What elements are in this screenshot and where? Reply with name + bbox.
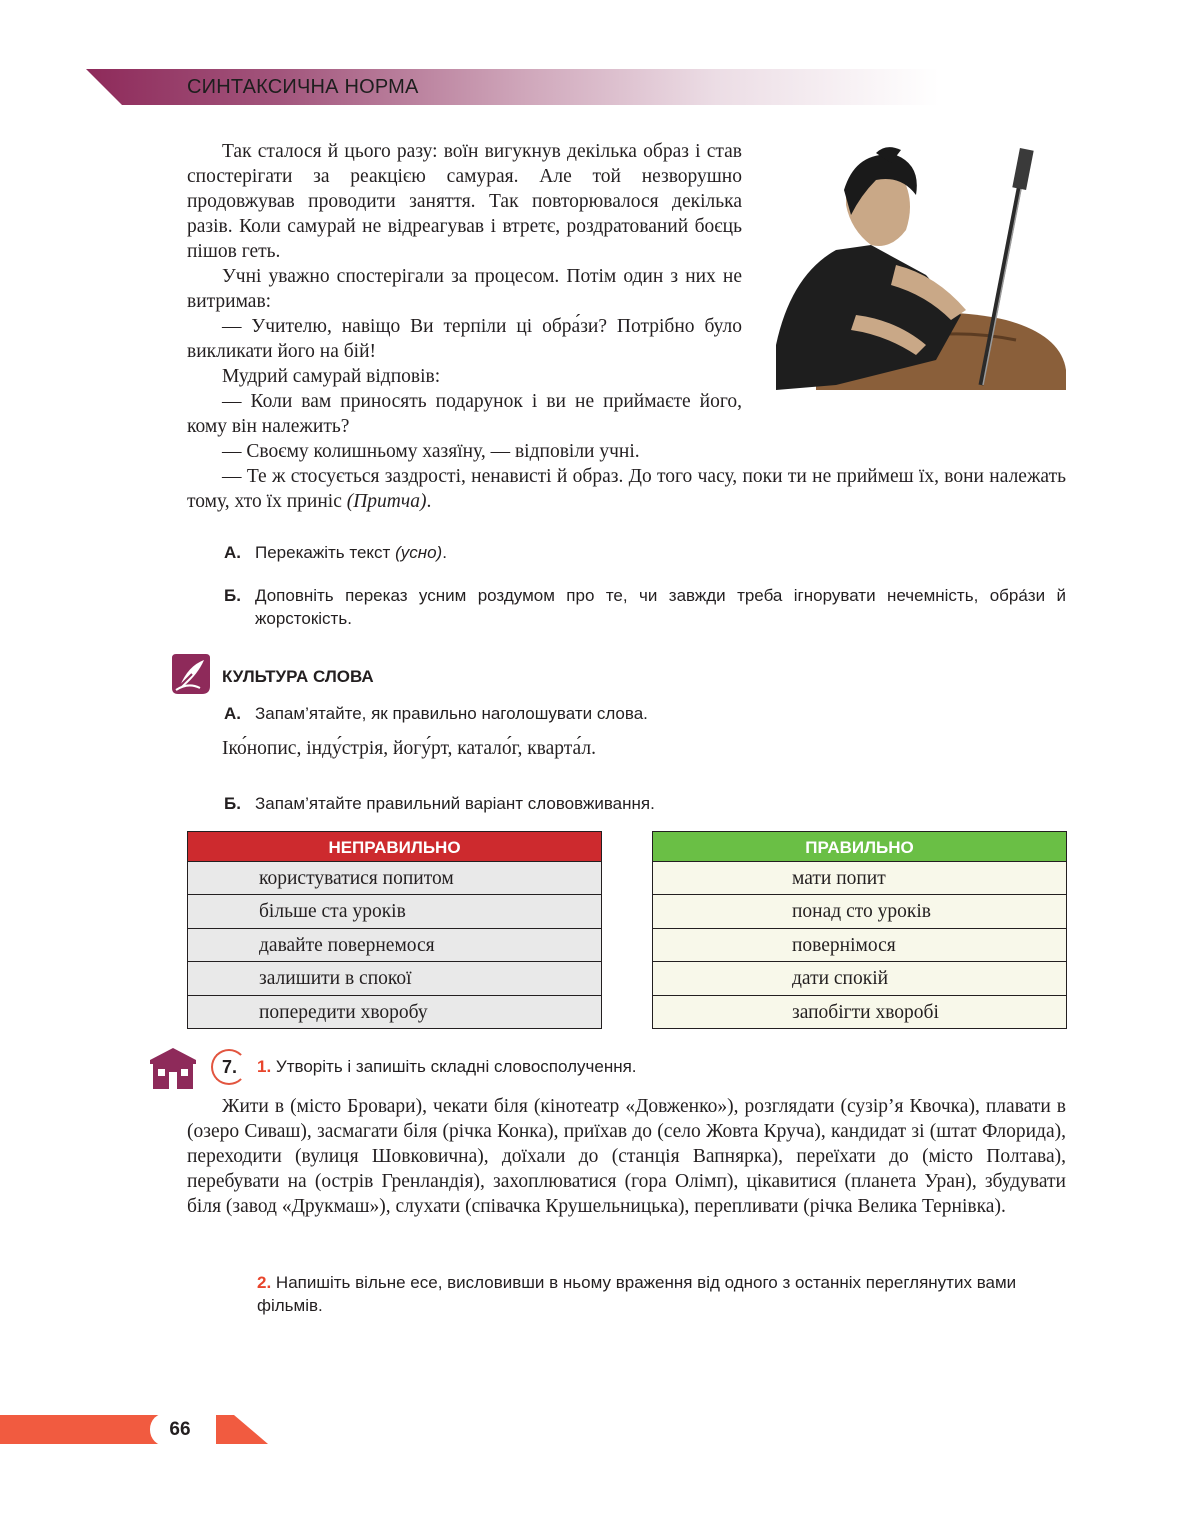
correct-usage-table <box>652 831 1067 1029</box>
task-a-period: . <box>442 543 447 562</box>
task-b-letter: Б. <box>224 586 241 605</box>
table-row: користуватися попитом <box>187 862 602 895</box>
exercise-task-2 <box>257 1271 1066 1317</box>
table-row: дати спокій <box>652 962 1067 995</box>
culture-task-a-letter: А. <box>224 704 241 723</box>
story-paragraph: — Коли вам приносять подарунок і ви не приймаєте його, кому він належить? <box>187 391 742 437</box>
culture-task-b-letter: Б. <box>224 794 241 813</box>
table-row: понад сто уроків <box>652 895 1067 928</box>
table-row: мати попит <box>652 862 1067 895</box>
task-a <box>224 541 1066 564</box>
table-row: запобігти хворобі <box>652 996 1067 1029</box>
exercise-text: Жити в (місто Бровари), чекати біля (кінотеатр «Довженко»), розглядати (сузір’я Квочка), плавати в (озеро Сиваш), засмагати біля (річка Конка), приїхав до (село Жовта Круча), кандидат зі (штат Флорида), переходити (вулиця Шовковична), доїхали до (станція Вапнярка), переїхати до (місто Полтава), перебувати на (острів Гренландія), захоплюватися (гора Олімп), цікавитися (планета Уран), збудувати біля (завод «Друкмаш»), слухати (співачка Крушельницька), перепливати (річка Велика Тернівка). <box>187 1096 1066 1217</box>
task-a-text <box>255 541 1066 564</box>
incorrect-header: НЕПРАВИЛЬНО <box>187 831 602 862</box>
task-2-number: 2. <box>257 1273 272 1292</box>
story-period: . <box>426 491 432 512</box>
culture-task-a <box>224 702 1066 725</box>
story-paragraph: Мудрий самурай відповів: <box>222 366 441 387</box>
task-a-label: Перекажіть текст <box>255 543 396 562</box>
quill-scroll-icon <box>168 652 212 696</box>
story-paragraph: Учні уважно спостерігали за процесом. Потім один з них не витримав: <box>187 266 742 312</box>
samurai-illustration <box>776 145 1066 390</box>
page-header-title: СИНТАКСИЧНА НОРМА <box>187 76 419 98</box>
exercise-number: 7. <box>222 1057 238 1077</box>
culture-task-b <box>224 792 1066 815</box>
page-number: 66 <box>150 1413 210 1446</box>
exercise-task-1 <box>257 1057 637 1077</box>
task-1-number: 1. <box>257 1057 272 1076</box>
story-ending: — Те ж стосується заздрості, ненависті й образ. До того часу, поки ти не приймеш їх, вони належать тому, хто їх приніс <box>187 466 1066 512</box>
table-row: залишити в спокої <box>187 962 602 995</box>
table-row: повернімося <box>652 929 1067 962</box>
table-row: попередити хворобу <box>187 996 602 1029</box>
story-source: (Притча) <box>346 491 427 512</box>
culture-section-title: КУЛЬТУРА СЛОВА <box>222 667 374 686</box>
task-b <box>224 584 1066 630</box>
footer-bar <box>0 1415 160 1444</box>
task-1-text: Утворіть і запишіть складні словосполучення. <box>275 1057 637 1076</box>
task-2-text: Напишіть вільне есе, висловивши в ньому враження від одного з останніх переглянутих вами фільмів. <box>257 1273 1017 1315</box>
culture-task-b-text: Запам’ятайте правильний варіант слововживання. <box>255 794 655 813</box>
story-paragraph: — Своєму колишньому хазяїну, — відповіли учні. <box>222 441 640 462</box>
story-paragraph: — Учителю, навіщо Ви терпіли ці обра́зи? Потрібно було викликати його на бій! <box>187 316 742 362</box>
story-paragraph: Так сталося й цього разу: воїн вигукнув декілька образ і став спостерігати за реакцією самурая. Але той незворушно продовжував проводити заняття. Так повторювалося декілька разів. Коли самурай не відреагував і втретє, роздратований боєць пішов геть. <box>187 141 742 262</box>
story-paragraph <box>187 464 1066 514</box>
incorrect-usage-table <box>187 831 602 1029</box>
house-icon <box>148 1046 198 1089</box>
task-a-italic: (усно) <box>395 543 443 562</box>
correct-header: ПРАВИЛЬНО <box>652 831 1067 862</box>
stress-words: Іко́нопис, інду́стрія, йогу́рт, катало́г, кварта́л. <box>222 738 596 759</box>
table-row: давайте повернемося <box>187 929 602 962</box>
footer-arrow <box>216 1415 268 1444</box>
culture-task-a-text: Запам’ятайте, як правильно наголошувати слова. <box>255 704 648 723</box>
task-b-text: Доповніть переказ усним роздумом про те, чи завжди треба ігнорувати нечемність, обра́зи й жорстокість. <box>255 586 1066 628</box>
table-row: більше ста уроків <box>187 895 602 928</box>
task-a-letter: А. <box>224 543 241 562</box>
